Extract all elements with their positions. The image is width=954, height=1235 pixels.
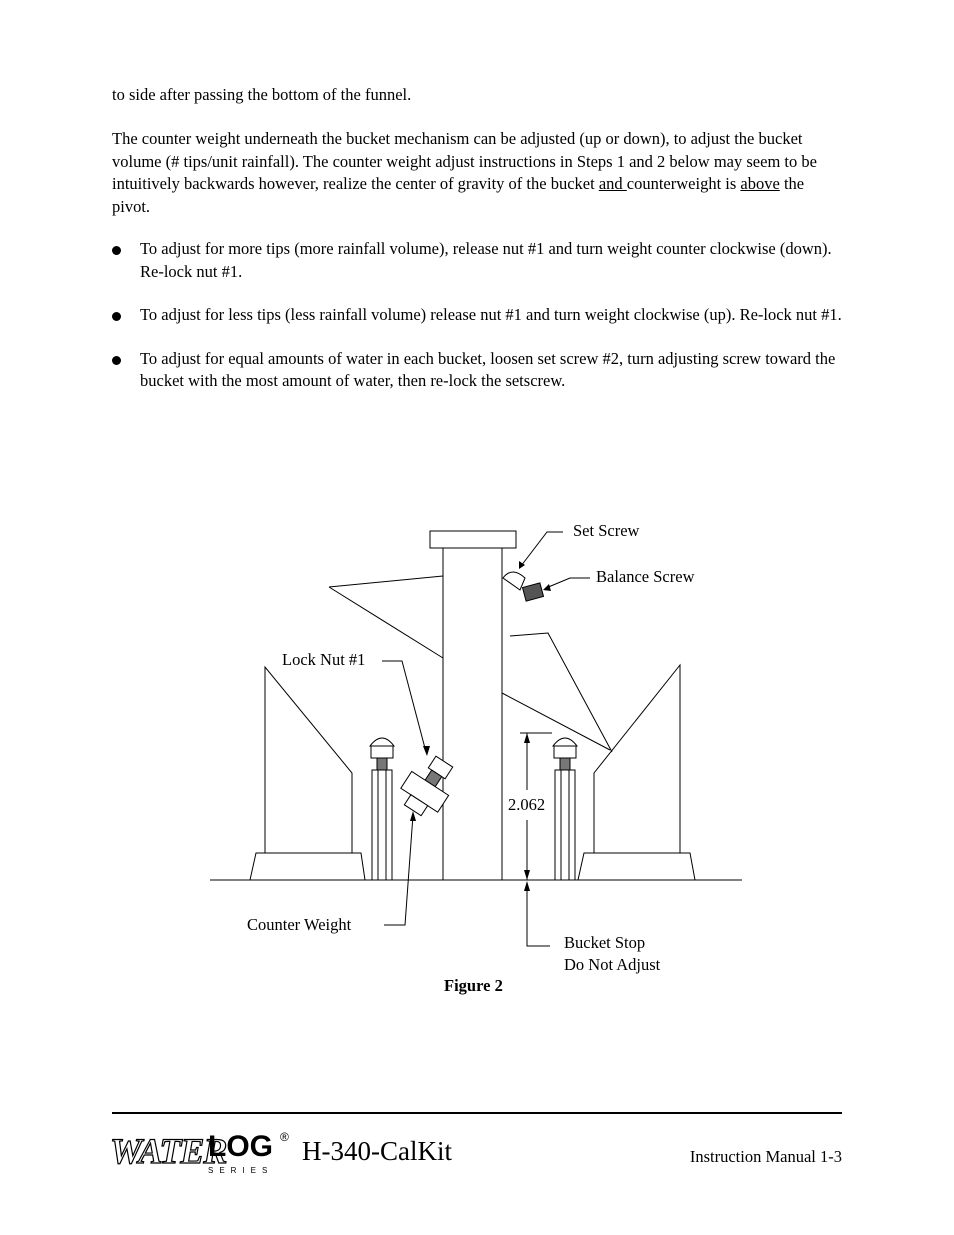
bucket-stop-leader <box>527 884 550 946</box>
left-stop-thread <box>377 758 387 770</box>
left-stop-post <box>372 770 392 880</box>
set-screw-leader <box>521 532 563 566</box>
label-set-screw: Set Screw <box>573 521 640 540</box>
registered-mark: ® <box>280 1130 289 1144</box>
dimension-arrow-up <box>524 733 530 743</box>
product-name: H-340-CalKit <box>302 1136 452 1166</box>
dimension-arrow-down <box>524 870 530 880</box>
label-counter-weight: Counter Weight <box>247 915 352 934</box>
label-bucket-stop: Bucket Stop <box>564 933 646 952</box>
list-item-text: To adjust for more tips (more rainfall volume), release nut #1 and turn weight counter clockwise (down). Re-lock nut #1. <box>140 239 832 281</box>
left-bucket-wall <box>265 667 352 853</box>
p2-text-a: The counter weight underneath the bucket mechanism can be adjusted (up or down), to adjust the bucket volume (# tips/unit rainfall). The counter weight adjust instructions in Steps 1 and 2 below may seem to be intuitively backwards however, realize the center of gravity of the bucket <box>112 129 817 193</box>
logo-series: SERIES <box>208 1166 274 1175</box>
label-lock-nut: Lock Nut #1 <box>282 650 366 669</box>
label-dimension: 2.062 <box>508 795 546 814</box>
bucket-lower-line <box>502 693 610 750</box>
balance-screw-thread <box>522 583 543 601</box>
left-bucket-foot <box>250 853 365 880</box>
list-item-text: To adjust for less tips (less rainfall volume) release nut #1 and turn weight clockwise (up). Re-lock nut #1. <box>140 305 842 324</box>
right-stop-cap <box>553 738 577 746</box>
waterlog-logo <box>110 1130 300 1180</box>
lock-nut-leader <box>382 661 426 752</box>
right-bucket-wall <box>594 665 680 853</box>
footer-divider <box>112 1112 842 1114</box>
figure-caption: Figure 2 <box>444 976 503 995</box>
post-cap <box>430 531 516 548</box>
label-balance-screw: Balance Screw <box>596 567 695 586</box>
p2-text-c: the pivot. <box>112 174 805 216</box>
left-stop-nut <box>371 746 393 758</box>
bucket-top-line <box>329 576 443 587</box>
center-post <box>443 548 502 880</box>
p2-text-b: counterweight is <box>626 174 741 193</box>
right-stop-thread <box>560 758 570 770</box>
p2-underline-and: and <box>598 174 627 193</box>
right-stop-nut <box>554 746 576 758</box>
manual-page-number: Instruction Manual 1-3 <box>689 1147 842 1166</box>
balance-screw-leader <box>546 578 590 588</box>
bucket-right-line <box>510 633 612 752</box>
list-item-text: To adjust for equal amounts of water in each bucket, loosen set screw #2, turn adjusting screw toward the bucket with the most amount of water, then re-lock the setscrew. <box>140 348 836 390</box>
right-bucket-foot <box>578 853 695 880</box>
paragraph-continuation: to side after passing the bottom of the funnel. <box>112 85 412 104</box>
logo-word-water: WATER <box>110 1131 227 1171</box>
logo-word-log: LOG <box>208 1130 273 1163</box>
left-stop-cap <box>370 738 394 746</box>
label-do-not-adjust: Do Not Adjust <box>564 955 661 974</box>
bucket-slope-line <box>329 587 443 658</box>
p2-underline-above: above <box>740 174 780 193</box>
set-screw-head <box>503 572 525 590</box>
right-stop-post <box>555 770 575 880</box>
